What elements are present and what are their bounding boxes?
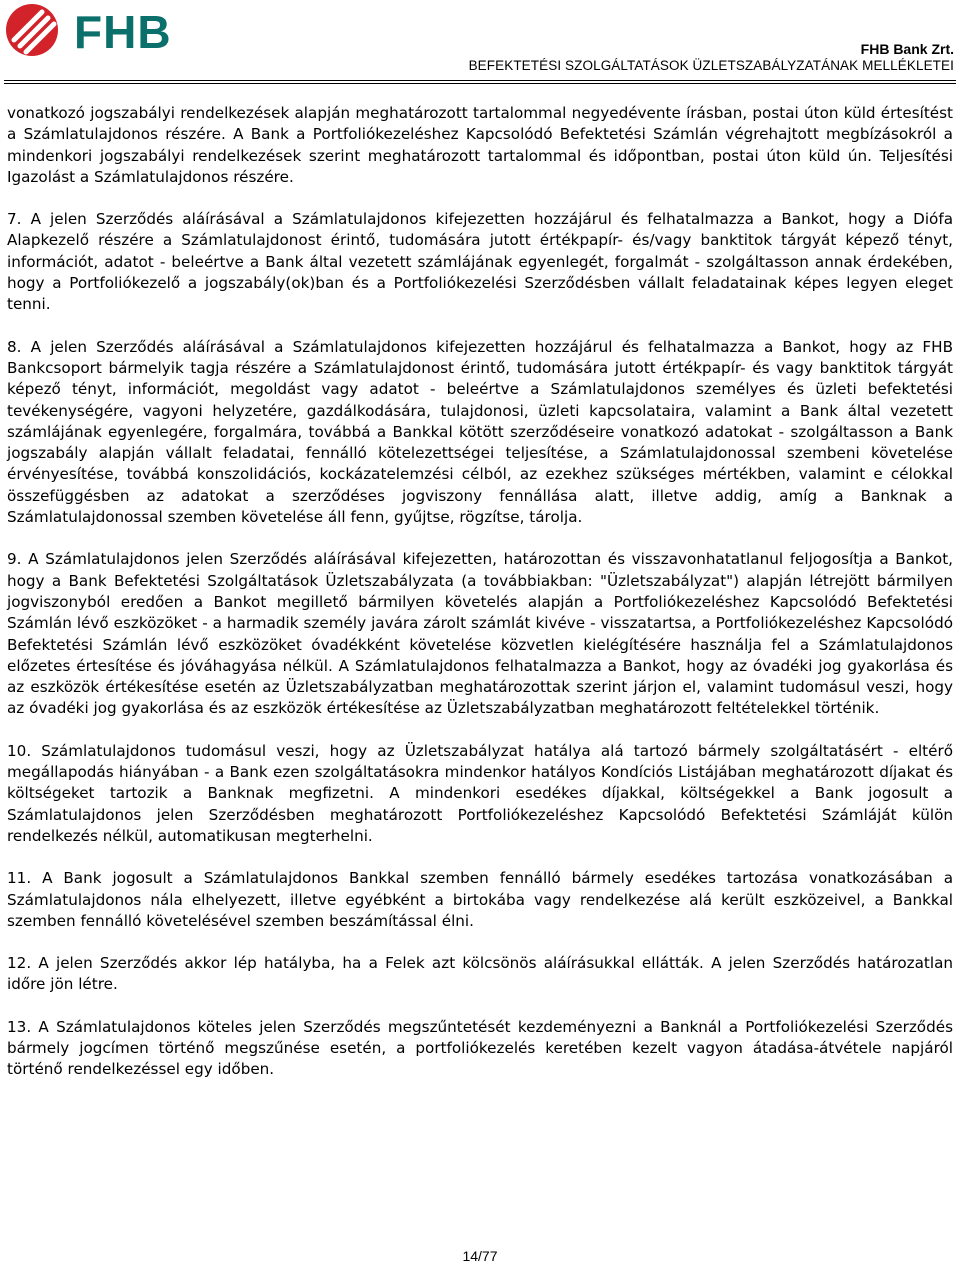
- paragraph-7: 7. A jelen Szerződés aláírásával a Számlatulajdonos kifejezetten hozzájárul és felhatalmazza a Bankot, hogy a Diófa Alapkezelő részére a Számlatulajdonost érintő, tudomására jutott értékpapír- és/vagy banktitok tárgyát képező tényt, információt, adatot - beleértve a Bank által vezetett számlájának egyenlegét, forgalmát - szolgáltasson annak érdekében, hogy a Portfoliókezelő a jogszabály(ok)ban és a Portfoliókezelési Szerződésben vállalt feladatainak képes legyen eleget tenni.: [7, 210, 953, 314]
- paragraph-10: 10. Számlatulajdonos tudomásul veszi, hogy az Üzletszabályzat hatálya alá tartozó bármely szolgáltatásért - eltérő megállapodás hiányában - a Bank ezen szolgáltatásokra mindenkor hatályos Kondíciós Listájában meghatározott díjakat és költségeket tartozik a Banknak megfizetni. A mindenkori esedékes díjakkal, költségekkel a Bank jogosult a Számlatulajdonos jelen Szerződésben meghatározott Portfoliókezeléshez Kapcsolódó Befektetési Számláját külön rendelkezés nélkül, automatikusan megterhelni.: [7, 741, 953, 845]
- paragraph-12: 12. A jelen Szerződés akkor lép hatályba, ha a Felek azt kölcsönös aláírásukkal ellátták. A jelen Szerződés határozatlan időre jön létre.: [7, 954, 953, 994]
- fhb-logo-mark-icon: [4, 2, 66, 58]
- paragraph-13: 13. A Számlatulajdonos köteles jelen Szerződés megszűntetését kezdeményezni a Banknál a Portfoliókezelési Szerződés bármely jogcímen történő megszűnése esetén, a portfoliókezelés keretében kezelt vagyon átadása-átvétele napjáról történő rendelkezéssel egy időben.: [7, 1017, 953, 1079]
- header-subtitle: BEFEKTETÉSI SZOLGÁLTATÁSOK ÜZLETSZABÁLYZATÁNAK MELLÉKLETEI: [468, 58, 954, 73]
- header-company: FHB Bank Zrt.: [860, 41, 954, 57]
- paragraph-11: 11. A Bank jogosult a Számlatulajdonos Bankkal szemben fennálló bármely esedékes tartozása vonatkozásában a Számlatulajdonos nála elhelyezett, illetve egyébként a birtokába vagy rendelkezése alá került eszközeivel, a Bankkal szemben fennálló követelésével szemben beszámítással élni.: [7, 869, 953, 930]
- paragraph-8: 8. A jelen Szerződés aláírásával a Számlatulajdonos kifejezetten hozzájárul és felhatalmazza a Bankot, hogy az FHB Bankcsoport bármelyik tagja részére a Számlatulajdonost érintő, tudomására jutott értékpapír- és vagy banktitok tárgyát képező tényt, információt, megoldást vagy adatot - beleértve a Számlatulajdonos személyes és üzleti befektetési tevékenységére, vagyoni helyzetére, gazdálkodására, tulajdonosi, üzleti kapcsolataira, valamint a Bank által vezetett számlájának egyenlegére, forgalmára, továbbá a Bankkal kötött szerződéseire vonatkozó adatokat - szolgáltasson a Bank jogszabály alapján vállalt feladatai, fennálló kötelezettségei teljesítése, a Számlatulajdonossal szembeni követelése érvényesítése, továbbá konszolidációs, kockázatelemzési célból, az ezekhez szükséges mértékben, valamint e célokkal összefüggésben az adatokat a szerződéses jogviszony fennállása alatt, illetve addig, amíg a Banknak a Számlatulajdonossal szemben követelése áll fenn, gyűjtse, rögzítse, tárolja.: [7, 337, 953, 527]
- logo-wordmark: FHB: [74, 6, 172, 58]
- paragraph-9: 9. A Számlatulajdonos jelen Szerződés aláírásával kifejezetten, határozottan és visszavonhatatlanul feljogosítja a Bankot, hogy a Bank Befektetési Szolgáltatások Üzletszabályzata (a továbbiakban: "Üzletszabályzat") alapján létrejött bármilyen jogviszonyból eredően a Bankot megillető bármilyen követelés alapján a Portfoliókezeléshez Kapcsolódó Befektetési Számlán lévő eszközöket - a harmadik személy javára zárolt számlát kivéve - visszatartsa, a Portfoliókezeléshez Kapcsolódó Befektetési Számlán lévő eszközöket óvadékként követelése közvetlen kielégítésére használja fel a Számlatulajdonos előzetes értesítése és jóváhagyása nélkül. A Számlatulajdonos felhatalmazza a Bankot, hogy az óvadéki jog gyakorlása és az eszközök értékesítése esetén az Üzletszabályzatban meghatározottak szerint járjon el, valamint tudomásul veszi, hogy az óvadéki jog gyakorlása és az eszközök értékesítése az Üzletszabályzatban meghatározott feltételekkel történik.: [7, 550, 953, 718]
- header-divider-secondary: [4, 83, 956, 84]
- fhb-logo: [4, 2, 174, 58]
- page-number: 14/77: [462, 1248, 498, 1264]
- header-divider: [4, 80, 956, 81]
- paragraph-continuation: vonatkozó jogszabályi rendelkezések alapján meghatározott tartalommal negyedévente írásban, postai úton küld értesítést a Számlatulajdonos részére. A Bank a Portfoliókezeléshez Kapcsolódó Befektetési Számlán végrehajtott megbízásokról a mindenkori jogszabályi rendelkezések szerint meghatározott tartalommal és időpontban, postai úton küld ún. Teljesítési Igazolást a Számlatulajdonos részére.: [7, 104, 953, 186]
- document-body: [7, 103, 953, 1102]
